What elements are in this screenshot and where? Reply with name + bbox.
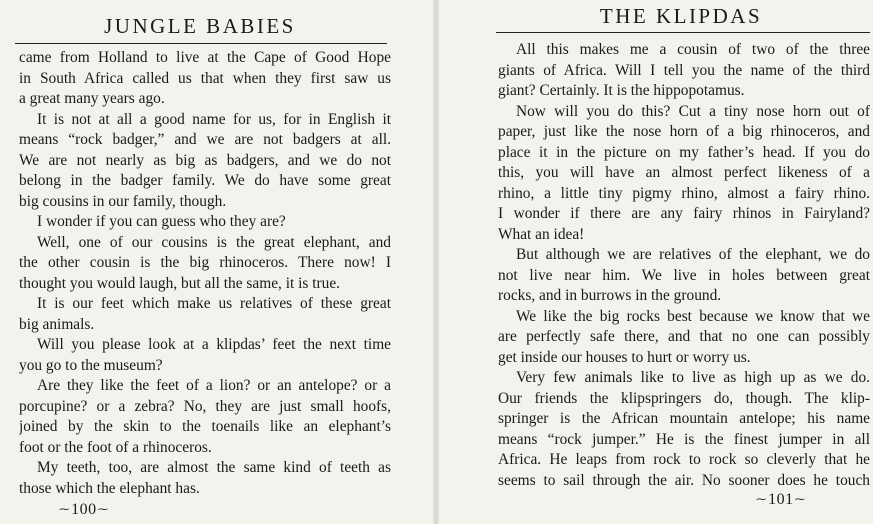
text-line: Our friends the klipspringers do, though. The klip- (498, 389, 870, 407)
text-line: came from Holland to live at the Cape of Good Hope (19, 49, 391, 66)
page-number (58, 500, 110, 519)
page-number-value: 101 (768, 491, 794, 508)
text-line: means “rock jumper.” He is the finest jumper in all (498, 430, 870, 448)
text-line: But although we are relatives of the elephant, we do (516, 246, 870, 263)
text-line: We like the big rocks best because we know that we (516, 307, 870, 325)
text-line: not live near him. We live in holes between great (498, 266, 870, 284)
text-line: rocks, and in burrows in the ground. (498, 287, 722, 304)
text-line: All this makes me a cousin of two of the three (516, 41, 870, 58)
text-line: It is our feet which make us relatives of these great (37, 295, 391, 312)
text-line: springer is the African mountain antelope; his name (498, 410, 870, 427)
text-line: What an idea! (498, 225, 585, 243)
text-line: joined by the skin to the toenails like an elephant’s (19, 418, 391, 435)
text-line: Will you please look at a klipdas’ feet the next time (37, 336, 391, 353)
page-body (498, 40, 870, 491)
text-line: this, you will have an almost perfect likeness of a (498, 164, 870, 181)
page-body (19, 48, 391, 499)
text-line: get inside our houses to hurt or worry us. (498, 348, 751, 366)
text-line: are perfectly safe there, and that no one can possibly (498, 328, 870, 345)
text-line: Are they like the feet of a lion? or an antelope? or a (37, 377, 391, 394)
text-line: rhino, a little tiny pigmy rhino, almost a fairy rhino. (498, 184, 870, 202)
text-line: big cousins in our family, though. (19, 192, 227, 210)
text-line: porcupine? or a zebra? No, they are just small hoofs, (19, 397, 391, 415)
page-number-value: 100 (71, 501, 97, 518)
text-line: I wonder if there are any fairy rhinos in Fairyland? (498, 205, 870, 222)
text-line: I wonder if you can guess who they are? (37, 213, 286, 230)
header-rule (15, 43, 387, 44)
text-line: foot or the foot of a rhinoceros. (19, 438, 212, 456)
folio-ornament-left: ∼ (755, 494, 769, 506)
running-header: THE KLIPDAS (599, 4, 763, 28)
right-page (436, 0, 873, 524)
text-line: Africa. He leaps from rock to rock so cleverly that he (498, 451, 870, 468)
text-line: Very few animals like to live as high up as we do. (516, 369, 870, 386)
text-line: giants of Africa. Will I tell you the name of the third (498, 61, 870, 79)
text-line: paper, just like the nose horn of a big rhinoceros, and (498, 123, 870, 140)
text-line: Well, one of our cousins is the great elephant, and (37, 233, 391, 251)
text-line: giant? Certainly. It is the hippopotamus. (498, 82, 745, 99)
running-header: JUNGLE BABIES (104, 14, 296, 38)
text-line: big animals. (19, 315, 95, 333)
text-line: the other cousin is the big rhinoceros. There now! I (19, 254, 391, 271)
text-line: It is not at all a good name for us, for in English it (37, 110, 391, 128)
text-line: belong in the badger family. We do have some great (19, 172, 391, 189)
text-line: seems to sail through the air. No sooner does he touch (498, 471, 870, 489)
text-line: Now will you do this? Cut a tiny nose horn out of (516, 102, 870, 120)
left-page (0, 0, 436, 524)
text-line: you go to the museum? (19, 356, 163, 374)
text-line: those which the elephant has. (19, 479, 200, 497)
text-line: means “rock badger,” and we are not badgers at all. (19, 131, 391, 148)
folio-ornament-right: ∼ (96, 504, 110, 516)
text-line: in South Africa called us that when they first saw us (19, 69, 391, 87)
text-line: place it in the picture on my father’s head. If you do (498, 143, 870, 161)
text-line: thought you would laugh, but all the same, it is true. (19, 274, 341, 292)
text-line: We are not nearly as big as badgers, and we do not (19, 151, 391, 169)
text-line: a great many years ago. (19, 90, 165, 107)
text-line: My teeth, too, are almost the same kind of teeth as (37, 459, 391, 476)
folio-ornament-right: ∼ (793, 494, 807, 506)
folio-ornament-left: ∼ (58, 504, 72, 516)
header-rule (496, 32, 870, 33)
